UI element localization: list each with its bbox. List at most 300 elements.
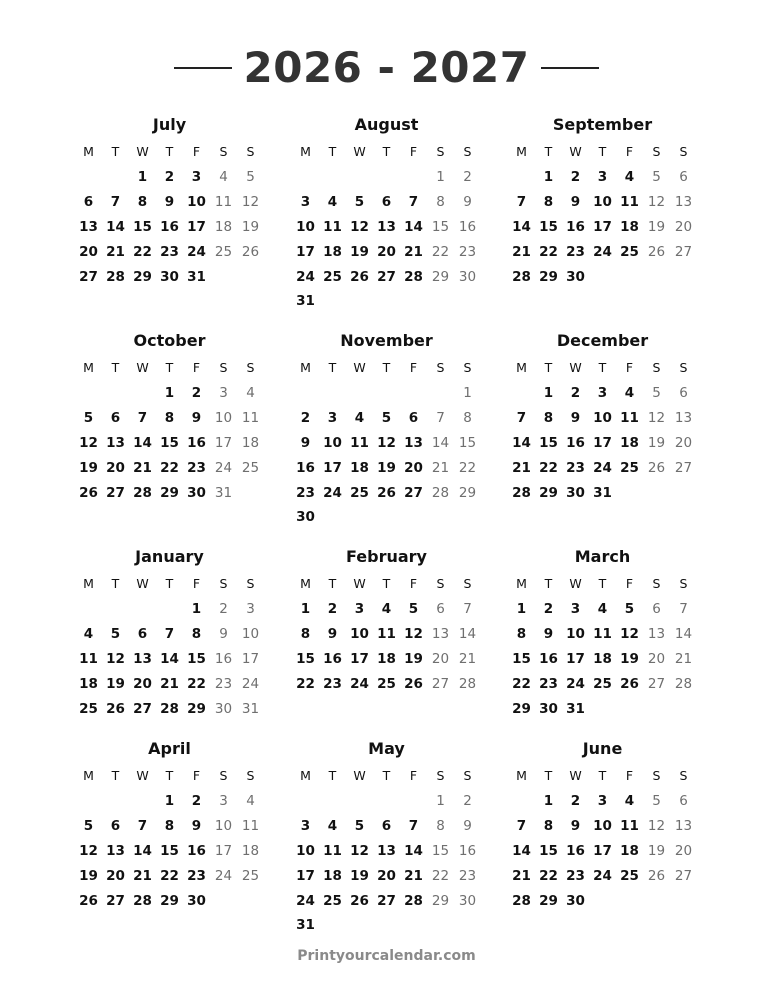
month-name: March bbox=[574, 547, 631, 566]
day-cell: 24 bbox=[350, 675, 369, 692]
day-cell: 11 bbox=[620, 818, 639, 835]
day-cell: 2 bbox=[570, 385, 581, 402]
weekday-label: T bbox=[598, 360, 607, 375]
day-cell: 11 bbox=[79, 650, 98, 667]
weekday-header-row bbox=[75, 355, 264, 381]
month-name: May bbox=[368, 739, 405, 758]
week-row bbox=[292, 814, 481, 839]
day-cell: 8 bbox=[543, 818, 554, 835]
day-cell: 2 bbox=[570, 169, 581, 186]
weekday-label: M bbox=[516, 360, 527, 375]
day-cell: 5 bbox=[652, 385, 661, 402]
weekday-header-row bbox=[75, 139, 264, 165]
day-cell: 2 bbox=[219, 601, 228, 618]
weekday-label: S bbox=[652, 576, 661, 591]
day-cell: 6 bbox=[110, 410, 121, 427]
month-august bbox=[292, 113, 481, 314]
weekday-label: S bbox=[246, 144, 255, 159]
weekday-label: T bbox=[328, 768, 337, 783]
day-cell: 25 bbox=[323, 892, 342, 909]
day-cell: 1 bbox=[191, 601, 202, 618]
day-cell: 18 bbox=[620, 218, 639, 235]
day-cell: 27 bbox=[377, 892, 396, 909]
week-row bbox=[75, 622, 264, 647]
weekday-label: S bbox=[246, 360, 255, 375]
day-cell: 5 bbox=[354, 194, 365, 211]
day-cell: 3 bbox=[191, 169, 202, 186]
day-cell: 26 bbox=[620, 675, 639, 692]
day-cell: 1 bbox=[516, 601, 527, 618]
day-cell: 10 bbox=[593, 194, 612, 211]
day-cell: 10 bbox=[323, 434, 342, 451]
day-cell: 18 bbox=[214, 218, 233, 235]
day-cell: 16 bbox=[566, 218, 585, 235]
day-cell: 10 bbox=[593, 410, 612, 427]
day-cell: 30 bbox=[296, 509, 315, 526]
weekday-label: W bbox=[136, 576, 149, 591]
day-cell: 20 bbox=[377, 243, 396, 260]
day-cell: 3 bbox=[300, 194, 311, 211]
day-cell: 16 bbox=[214, 650, 233, 667]
month-may bbox=[292, 737, 481, 938]
day-cell: 27 bbox=[377, 268, 396, 285]
day-cell: 29 bbox=[160, 484, 179, 501]
day-cell: 12 bbox=[620, 626, 639, 643]
day-cell: 22 bbox=[187, 675, 206, 692]
day-cell: 26 bbox=[647, 459, 666, 476]
month-name: December bbox=[556, 331, 649, 350]
day-cell: 12 bbox=[106, 650, 125, 667]
day-cell: 3 bbox=[300, 818, 311, 835]
day-cell: 12 bbox=[350, 218, 369, 235]
day-cell: 25 bbox=[241, 867, 260, 884]
weekday-label: W bbox=[353, 768, 366, 783]
day-cell: 10 bbox=[296, 842, 315, 859]
day-cell: 31 bbox=[566, 700, 585, 717]
day-cell: 9 bbox=[191, 818, 202, 835]
week-row bbox=[292, 431, 481, 456]
day-cell: 13 bbox=[106, 842, 125, 859]
day-cell: 31 bbox=[187, 268, 206, 285]
day-cell: 26 bbox=[79, 892, 98, 909]
weekday-label: T bbox=[165, 144, 174, 159]
day-cell: 29 bbox=[160, 892, 179, 909]
day-cell: 1 bbox=[436, 793, 445, 810]
day-cell: 18 bbox=[620, 842, 639, 859]
weekday-label: S bbox=[246, 576, 255, 591]
day-cell: 2 bbox=[463, 793, 472, 810]
day-cell: 6 bbox=[110, 818, 121, 835]
day-cell: 16 bbox=[458, 218, 477, 235]
day-cell: 12 bbox=[79, 842, 98, 859]
day-cell: 27 bbox=[674, 243, 693, 260]
day-cell: 16 bbox=[187, 842, 206, 859]
month-name: August bbox=[354, 115, 419, 134]
day-cell: 21 bbox=[133, 459, 152, 476]
day-cell: 25 bbox=[350, 484, 369, 501]
week-row bbox=[508, 455, 697, 480]
day-cell: 3 bbox=[597, 793, 608, 810]
day-cell: 3 bbox=[219, 793, 228, 810]
weekday-label: T bbox=[165, 768, 174, 783]
weekday-label: M bbox=[83, 576, 94, 591]
day-cell: 20 bbox=[106, 867, 125, 884]
week-row bbox=[508, 597, 697, 622]
day-cell: 22 bbox=[133, 243, 152, 260]
day-cell: 9 bbox=[463, 818, 472, 835]
day-cell: 13 bbox=[133, 650, 152, 667]
weekday-label: T bbox=[165, 360, 174, 375]
day-cell: 20 bbox=[431, 650, 450, 667]
day-cell: 18 bbox=[377, 650, 396, 667]
week-row bbox=[292, 505, 481, 530]
day-cell: 10 bbox=[241, 626, 260, 643]
day-cell: 22 bbox=[539, 459, 558, 476]
day-cell: 22 bbox=[431, 243, 450, 260]
week-row bbox=[292, 597, 481, 622]
day-cell: 17 bbox=[593, 434, 612, 451]
weekday-header-row bbox=[75, 571, 264, 597]
day-cell: 12 bbox=[647, 818, 666, 835]
day-cell: 25 bbox=[214, 243, 233, 260]
day-cell: 10 bbox=[187, 194, 206, 211]
week-row bbox=[508, 839, 697, 864]
week-row bbox=[508, 622, 697, 647]
day-cell: 28 bbox=[512, 484, 531, 501]
day-cell: 14 bbox=[106, 218, 125, 235]
day-cell: 1 bbox=[543, 385, 554, 402]
day-cell: 30 bbox=[187, 892, 206, 909]
month-name: February bbox=[346, 547, 427, 566]
day-cell: 23 bbox=[323, 675, 342, 692]
day-cell: 26 bbox=[79, 484, 98, 501]
day-cell: 23 bbox=[214, 675, 233, 692]
day-cell: 28 bbox=[431, 484, 450, 501]
day-cell: 8 bbox=[436, 194, 445, 211]
day-cell: 23 bbox=[160, 243, 179, 260]
weekday-label: T bbox=[544, 576, 553, 591]
month-march bbox=[508, 545, 697, 721]
weekday-label: F bbox=[192, 576, 201, 591]
day-cell: 7 bbox=[516, 194, 527, 211]
day-cell: 23 bbox=[566, 459, 585, 476]
weekday-label: T bbox=[111, 768, 120, 783]
weekday-label: S bbox=[679, 360, 688, 375]
day-cell: 4 bbox=[327, 194, 338, 211]
weekday-label: F bbox=[409, 144, 418, 159]
day-cell: 16 bbox=[566, 842, 585, 859]
day-cell: 8 bbox=[543, 410, 554, 427]
day-cell: 17 bbox=[214, 434, 233, 451]
day-cell: 6 bbox=[381, 818, 392, 835]
weekday-label: M bbox=[300, 576, 311, 591]
day-cell: 17 bbox=[214, 842, 233, 859]
week-row bbox=[292, 480, 481, 505]
weekday-label: F bbox=[192, 144, 201, 159]
day-cell: 25 bbox=[620, 243, 639, 260]
day-cell: 5 bbox=[83, 410, 94, 427]
day-cell: 15 bbox=[160, 434, 179, 451]
day-cell: 16 bbox=[566, 434, 585, 451]
day-cell: 4 bbox=[597, 601, 608, 618]
day-cell: 24 bbox=[214, 867, 233, 884]
day-cell: 5 bbox=[408, 601, 419, 618]
day-cell: 6 bbox=[408, 410, 419, 427]
day-cell: 20 bbox=[404, 459, 423, 476]
day-cell: 14 bbox=[160, 650, 179, 667]
day-cell: 29 bbox=[512, 700, 531, 717]
week-row bbox=[292, 455, 481, 480]
weekday-label: M bbox=[300, 144, 311, 159]
day-cell: 1 bbox=[543, 169, 554, 186]
day-cell: 8 bbox=[516, 626, 527, 643]
day-cell: 9 bbox=[570, 818, 581, 835]
week-row bbox=[75, 597, 264, 622]
day-cell: 26 bbox=[404, 675, 423, 692]
day-cell: 15 bbox=[539, 434, 558, 451]
day-cell: 14 bbox=[133, 434, 152, 451]
day-cell: 15 bbox=[512, 650, 531, 667]
day-cell: 28 bbox=[404, 268, 423, 285]
weekday-label: T bbox=[544, 144, 553, 159]
day-cell: 4 bbox=[624, 169, 635, 186]
day-cell: 17 bbox=[593, 218, 612, 235]
day-cell: 26 bbox=[350, 892, 369, 909]
day-cell: 28 bbox=[458, 675, 477, 692]
month-february bbox=[292, 545, 481, 696]
day-cell: 29 bbox=[431, 268, 450, 285]
day-cell: 21 bbox=[160, 675, 179, 692]
weekday-label: S bbox=[219, 576, 228, 591]
day-cell: 16 bbox=[323, 650, 342, 667]
day-cell: 7 bbox=[137, 410, 148, 427]
day-cell: 8 bbox=[436, 818, 445, 835]
day-cell: 30 bbox=[566, 484, 585, 501]
week-row bbox=[508, 190, 697, 215]
day-cell: 15 bbox=[296, 650, 315, 667]
weekday-label: S bbox=[219, 360, 228, 375]
day-cell: 22 bbox=[539, 243, 558, 260]
week-row bbox=[508, 239, 697, 264]
week-row bbox=[75, 215, 264, 240]
day-cell: 30 bbox=[458, 268, 477, 285]
day-cell: 19 bbox=[79, 459, 98, 476]
day-cell: 6 bbox=[436, 601, 445, 618]
month-name: November bbox=[340, 331, 433, 350]
day-cell: 1 bbox=[463, 385, 472, 402]
day-cell: 8 bbox=[543, 194, 554, 211]
weekday-header-row bbox=[508, 571, 697, 597]
month-name: January bbox=[135, 547, 204, 566]
week-row bbox=[75, 381, 264, 406]
day-cell: 3 bbox=[354, 601, 365, 618]
day-cell: 28 bbox=[512, 268, 531, 285]
weekday-label: T bbox=[598, 576, 607, 591]
day-cell: 9 bbox=[327, 626, 338, 643]
weekday-label: M bbox=[300, 360, 311, 375]
day-cell: 15 bbox=[539, 842, 558, 859]
week-row bbox=[508, 165, 697, 190]
day-cell: 3 bbox=[327, 410, 338, 427]
day-cell: 20 bbox=[674, 842, 693, 859]
day-cell: 15 bbox=[458, 434, 477, 451]
day-cell: 22 bbox=[160, 867, 179, 884]
day-cell: 21 bbox=[106, 243, 125, 260]
weekday-label: S bbox=[436, 360, 445, 375]
weekday-label: S bbox=[652, 360, 661, 375]
day-cell: 26 bbox=[350, 268, 369, 285]
day-cell: 21 bbox=[431, 459, 450, 476]
week-row bbox=[75, 647, 264, 672]
day-cell: 18 bbox=[593, 650, 612, 667]
day-cell: 14 bbox=[133, 842, 152, 859]
weekday-header-row bbox=[508, 139, 697, 165]
day-cell: 1 bbox=[164, 385, 175, 402]
weekday-label: T bbox=[111, 576, 120, 591]
week-row bbox=[292, 671, 481, 696]
day-cell: 2 bbox=[164, 169, 175, 186]
day-cell: 4 bbox=[246, 385, 255, 402]
day-cell: 18 bbox=[241, 842, 260, 859]
day-cell: 17 bbox=[566, 650, 585, 667]
day-cell: 16 bbox=[296, 459, 315, 476]
weekday-label: F bbox=[409, 768, 418, 783]
week-row bbox=[75, 455, 264, 480]
footer-site-name: Printyourcalendar.com bbox=[297, 948, 476, 964]
day-cell: 14 bbox=[458, 626, 477, 643]
day-cell: 7 bbox=[516, 410, 527, 427]
week-row bbox=[75, 239, 264, 264]
header-rule-right bbox=[541, 67, 599, 69]
day-cell: 24 bbox=[296, 892, 315, 909]
day-cell: 20 bbox=[674, 434, 693, 451]
weekday-label: W bbox=[353, 144, 366, 159]
day-cell: 28 bbox=[106, 268, 125, 285]
day-cell: 20 bbox=[377, 867, 396, 884]
weekday-label: T bbox=[165, 576, 174, 591]
day-cell: 4 bbox=[624, 385, 635, 402]
week-row bbox=[508, 888, 697, 913]
day-cell: 7 bbox=[408, 194, 419, 211]
day-cell: 26 bbox=[647, 867, 666, 884]
day-cell: 23 bbox=[187, 459, 206, 476]
week-row bbox=[292, 406, 481, 431]
day-cell: 1 bbox=[436, 169, 445, 186]
day-cell: 11 bbox=[620, 194, 639, 211]
month-april bbox=[75, 737, 264, 913]
day-cell: 21 bbox=[674, 650, 693, 667]
day-cell: 27 bbox=[674, 867, 693, 884]
day-cell: 9 bbox=[570, 194, 581, 211]
day-cell: 28 bbox=[404, 892, 423, 909]
day-cell: 11 bbox=[241, 818, 260, 835]
day-cell: 15 bbox=[431, 842, 450, 859]
week-row bbox=[292, 264, 481, 289]
day-cell: 19 bbox=[350, 867, 369, 884]
week-row bbox=[508, 406, 697, 431]
day-cell: 20 bbox=[133, 675, 152, 692]
day-cell: 30 bbox=[458, 892, 477, 909]
day-cell: 24 bbox=[187, 243, 206, 260]
day-cell: 19 bbox=[647, 842, 666, 859]
day-cell: 5 bbox=[652, 793, 661, 810]
day-cell: 1 bbox=[543, 793, 554, 810]
weekday-label: W bbox=[353, 360, 366, 375]
week-row bbox=[292, 888, 481, 913]
week-row bbox=[75, 264, 264, 289]
day-cell: 7 bbox=[516, 818, 527, 835]
weekday-label: T bbox=[382, 360, 391, 375]
day-cell: 22 bbox=[296, 675, 315, 692]
day-cell: 15 bbox=[187, 650, 206, 667]
week-row bbox=[508, 431, 697, 456]
day-cell: 3 bbox=[597, 385, 608, 402]
day-cell: 21 bbox=[404, 867, 423, 884]
day-cell: 14 bbox=[431, 434, 450, 451]
week-row bbox=[292, 190, 481, 215]
week-row bbox=[75, 431, 264, 456]
day-cell: 12 bbox=[647, 194, 666, 211]
week-row bbox=[508, 814, 697, 839]
weekday-label: S bbox=[463, 768, 472, 783]
weekday-label: W bbox=[136, 144, 149, 159]
day-cell: 30 bbox=[214, 700, 233, 717]
month-name: April bbox=[148, 739, 191, 758]
day-cell: 29 bbox=[539, 892, 558, 909]
day-cell: 26 bbox=[241, 243, 260, 260]
day-cell: 18 bbox=[350, 459, 369, 476]
day-cell: 24 bbox=[241, 675, 260, 692]
week-row bbox=[292, 622, 481, 647]
day-cell: 13 bbox=[647, 626, 666, 643]
day-cell: 23 bbox=[187, 867, 206, 884]
day-cell: 27 bbox=[106, 892, 125, 909]
weekday-label: M bbox=[300, 768, 311, 783]
day-cell: 15 bbox=[431, 218, 450, 235]
day-cell: 29 bbox=[458, 484, 477, 501]
day-cell: 21 bbox=[404, 243, 423, 260]
day-cell: 27 bbox=[79, 268, 98, 285]
day-cell: 6 bbox=[83, 194, 94, 211]
day-cell: 17 bbox=[187, 218, 206, 235]
day-cell: 2 bbox=[463, 169, 472, 186]
day-cell: 2 bbox=[191, 793, 202, 810]
day-cell: 11 bbox=[323, 218, 342, 235]
day-cell: 7 bbox=[463, 601, 472, 618]
day-cell: 22 bbox=[512, 675, 531, 692]
weekday-header-row bbox=[508, 355, 697, 381]
day-cell: 15 bbox=[539, 218, 558, 235]
month-january bbox=[75, 545, 264, 721]
weekday-label: T bbox=[598, 768, 607, 783]
week-row bbox=[292, 789, 481, 814]
weekday-label: T bbox=[111, 144, 120, 159]
day-cell: 19 bbox=[106, 675, 125, 692]
day-cell: 23 bbox=[566, 867, 585, 884]
day-cell: 4 bbox=[354, 410, 365, 427]
day-cell: 7 bbox=[137, 818, 148, 835]
day-cell: 28 bbox=[674, 675, 693, 692]
day-cell: 4 bbox=[83, 626, 94, 643]
weekday-header-row bbox=[292, 763, 481, 789]
day-cell: 13 bbox=[674, 194, 693, 211]
week-row bbox=[75, 190, 264, 215]
day-cell: 18 bbox=[79, 675, 98, 692]
week-row bbox=[75, 406, 264, 431]
week-row bbox=[75, 888, 264, 913]
day-cell: 12 bbox=[241, 194, 260, 211]
day-cell: 23 bbox=[539, 675, 558, 692]
